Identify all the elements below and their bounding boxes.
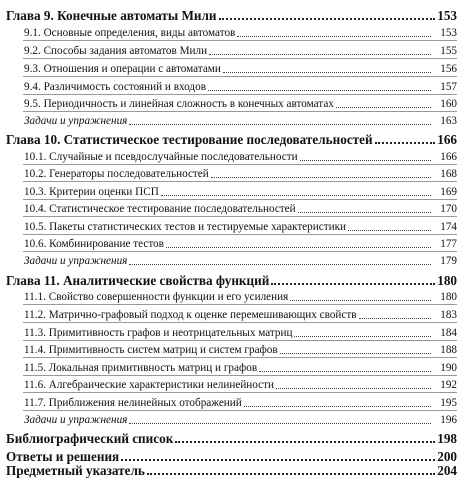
dot-leader	[244, 405, 431, 407]
toc-section-10-5[interactable]	[0, 219, 467, 233]
exercises-page: 163	[440, 114, 457, 127]
exercises-page: 196	[440, 413, 457, 426]
toc-answers[interactable]	[0, 448, 467, 463]
section-page: 180	[440, 290, 457, 303]
dot-leader	[121, 458, 435, 461]
section-page: 170	[440, 202, 457, 215]
row-divider	[23, 111, 457, 112]
row-divider	[23, 58, 457, 59]
toc-chapter-9[interactable]	[0, 6, 467, 22]
section-page: 156	[440, 62, 457, 75]
toc-section-9-1[interactable]	[0, 25, 467, 39]
section-page: 183	[440, 308, 457, 321]
chapter-page: 153	[437, 7, 457, 23]
row-divider	[23, 251, 457, 252]
chapter-page: 180	[437, 272, 457, 288]
toc-section-9-2[interactable]	[0, 43, 467, 57]
section-page: 166	[440, 150, 457, 163]
exercises-title: Задачи и упражнения	[24, 413, 128, 426]
section-title: 9.3. Отношения и операции с автоматами	[24, 62, 221, 75]
toc-exercises-11[interactable]	[0, 412, 467, 426]
toc-section-11-3[interactable]	[0, 325, 467, 339]
section-page: 174	[440, 220, 457, 233]
back-matter-title: Библиографический список	[6, 430, 174, 446]
exercises-title: Задачи и упражнения	[24, 254, 128, 267]
section-title: 11.5. Локальная примитивность матриц и графов	[24, 361, 258, 374]
dot-leader	[166, 246, 431, 248]
toc-subject-index[interactable]	[0, 463, 467, 477]
section-title: 10.3. Критерии оценки ПСП	[24, 185, 159, 198]
section-title: 10.6. Комбинирование тестов	[24, 237, 164, 250]
back-matter-page: 200	[437, 448, 457, 464]
toc-exercises-9[interactable]	[0, 113, 467, 127]
toc-bibliography[interactable]	[0, 430, 467, 445]
toc-section-11-4[interactable]	[0, 342, 467, 356]
section-page: 160	[440, 97, 457, 110]
section-title: 11.4. Примитивность систем матриц и систем графов	[24, 343, 278, 356]
section-title: 9.5. Периодичность и линейная сложность в конечных автоматах	[24, 97, 334, 110]
dot-leader	[280, 352, 431, 354]
section-title: 11.7. Приближения нелинейных отображений	[24, 396, 242, 409]
row-divider	[23, 181, 457, 182]
back-matter-title: Ответы и решения	[6, 448, 120, 464]
toc-section-11-6[interactable]	[0, 377, 467, 391]
back-matter-page: 204	[437, 462, 457, 478]
dot-leader	[129, 263, 431, 265]
dot-leader	[294, 335, 431, 337]
toc-exercises-10[interactable]	[0, 253, 467, 267]
section-title: 9.2. Способы задания автоматов Мили	[24, 44, 208, 57]
row-divider	[23, 357, 457, 358]
section-page: 168	[440, 167, 457, 180]
back-matter-page: 198	[437, 430, 457, 446]
exercises-title: Задачи и упражнения	[24, 114, 128, 127]
row-divider	[23, 164, 457, 165]
row-divider	[23, 340, 457, 341]
chapter-title: Глава 9. Конечные автоматы Мили	[6, 7, 217, 23]
section-title: 11.6. Алгебраические характеристики нелинейности	[24, 378, 275, 391]
section-page: 157	[440, 80, 457, 93]
toc-section-11-7[interactable]	[0, 395, 467, 409]
toc-section-9-3[interactable]	[0, 61, 467, 75]
dot-leader	[348, 229, 431, 231]
toc-section-11-5[interactable]	[0, 360, 467, 374]
dot-leader	[175, 440, 435, 443]
dot-leader	[290, 299, 431, 301]
toc-section-9-4[interactable]	[0, 79, 467, 93]
dot-leader	[129, 422, 431, 424]
section-page: 155	[440, 44, 457, 57]
section-page: 190	[440, 361, 457, 374]
toc-section-10-4[interactable]	[0, 201, 467, 215]
row-divider	[23, 410, 457, 411]
toc-section-10-6[interactable]	[0, 236, 467, 250]
section-page: 188	[440, 343, 457, 356]
section-page: 192	[440, 378, 457, 391]
dot-leader	[300, 159, 431, 161]
row-divider	[23, 199, 457, 200]
dot-leader	[161, 194, 431, 196]
dot-leader	[336, 106, 431, 108]
row-divider	[23, 216, 457, 217]
section-title: 11.2. Матрично-графовый подход к оценке перемешивающих свойств	[24, 308, 357, 321]
back-matter-title: Предметный указатель	[6, 462, 145, 478]
section-title: 10.2. Генераторы последовательностей	[24, 167, 209, 180]
chapter-page: 166	[437, 131, 457, 147]
row-divider	[23, 94, 457, 95]
exercises-page: 179	[440, 254, 457, 267]
section-title: 11.3. Примитивность графов и неотрицательных матриц	[24, 326, 293, 339]
toc-section-10-2[interactable]	[0, 166, 467, 180]
section-page: 184	[440, 326, 457, 339]
section-title: 10.5. Пакеты статистических тестов и тестируемые характеристики	[24, 220, 347, 233]
row-divider	[23, 392, 457, 393]
dot-leader	[271, 282, 435, 285]
row-divider	[23, 304, 457, 305]
toc-section-10-1[interactable]	[0, 149, 467, 163]
dot-leader	[223, 71, 431, 73]
section-title: 10.4. Статистическое тестирование последовательностей	[24, 202, 296, 215]
row-divider	[23, 40, 457, 41]
toc-section-11-1[interactable]	[0, 289, 467, 303]
dot-leader	[259, 370, 431, 372]
section-title: 9.4. Различимость состояний и входов	[24, 80, 206, 93]
toc-section-10-3[interactable]	[0, 184, 467, 198]
dot-leader	[208, 89, 431, 91]
dot-leader	[375, 141, 436, 144]
section-page: 169	[440, 185, 457, 198]
row-divider	[23, 234, 457, 235]
row-divider	[23, 322, 457, 323]
dot-leader	[237, 35, 431, 37]
section-page: 195	[440, 396, 457, 409]
section-title: 9.1. Основные определения, виды автоматов	[24, 26, 236, 39]
dot-leader	[276, 387, 431, 389]
row-divider	[23, 375, 457, 376]
dot-leader	[211, 176, 431, 178]
toc-section-9-5[interactable]	[0, 96, 467, 110]
dot-leader	[359, 317, 431, 319]
toc-chapter-10[interactable]	[0, 130, 467, 146]
chapter-title: Глава 11. Аналитические свойства функций	[6, 272, 270, 288]
section-page: 153	[440, 26, 457, 39]
section-page: 177	[440, 237, 457, 250]
row-divider	[23, 76, 457, 77]
toc-chapter-11[interactable]	[0, 271, 467, 287]
section-title: 10.1. Случайные и псевдослучайные последовательности	[24, 150, 298, 163]
dot-leader	[129, 123, 431, 125]
section-title: 11.1. Свойство совершенности функции и его усиления	[24, 290, 289, 303]
toc-section-11-2[interactable]	[0, 307, 467, 321]
dot-leader	[219, 17, 436, 20]
chapter-title: Глава 10. Статистическое тестирование последовательностей	[6, 131, 373, 147]
dot-leader	[147, 472, 435, 475]
dot-leader	[298, 211, 431, 213]
dot-leader	[209, 53, 431, 55]
